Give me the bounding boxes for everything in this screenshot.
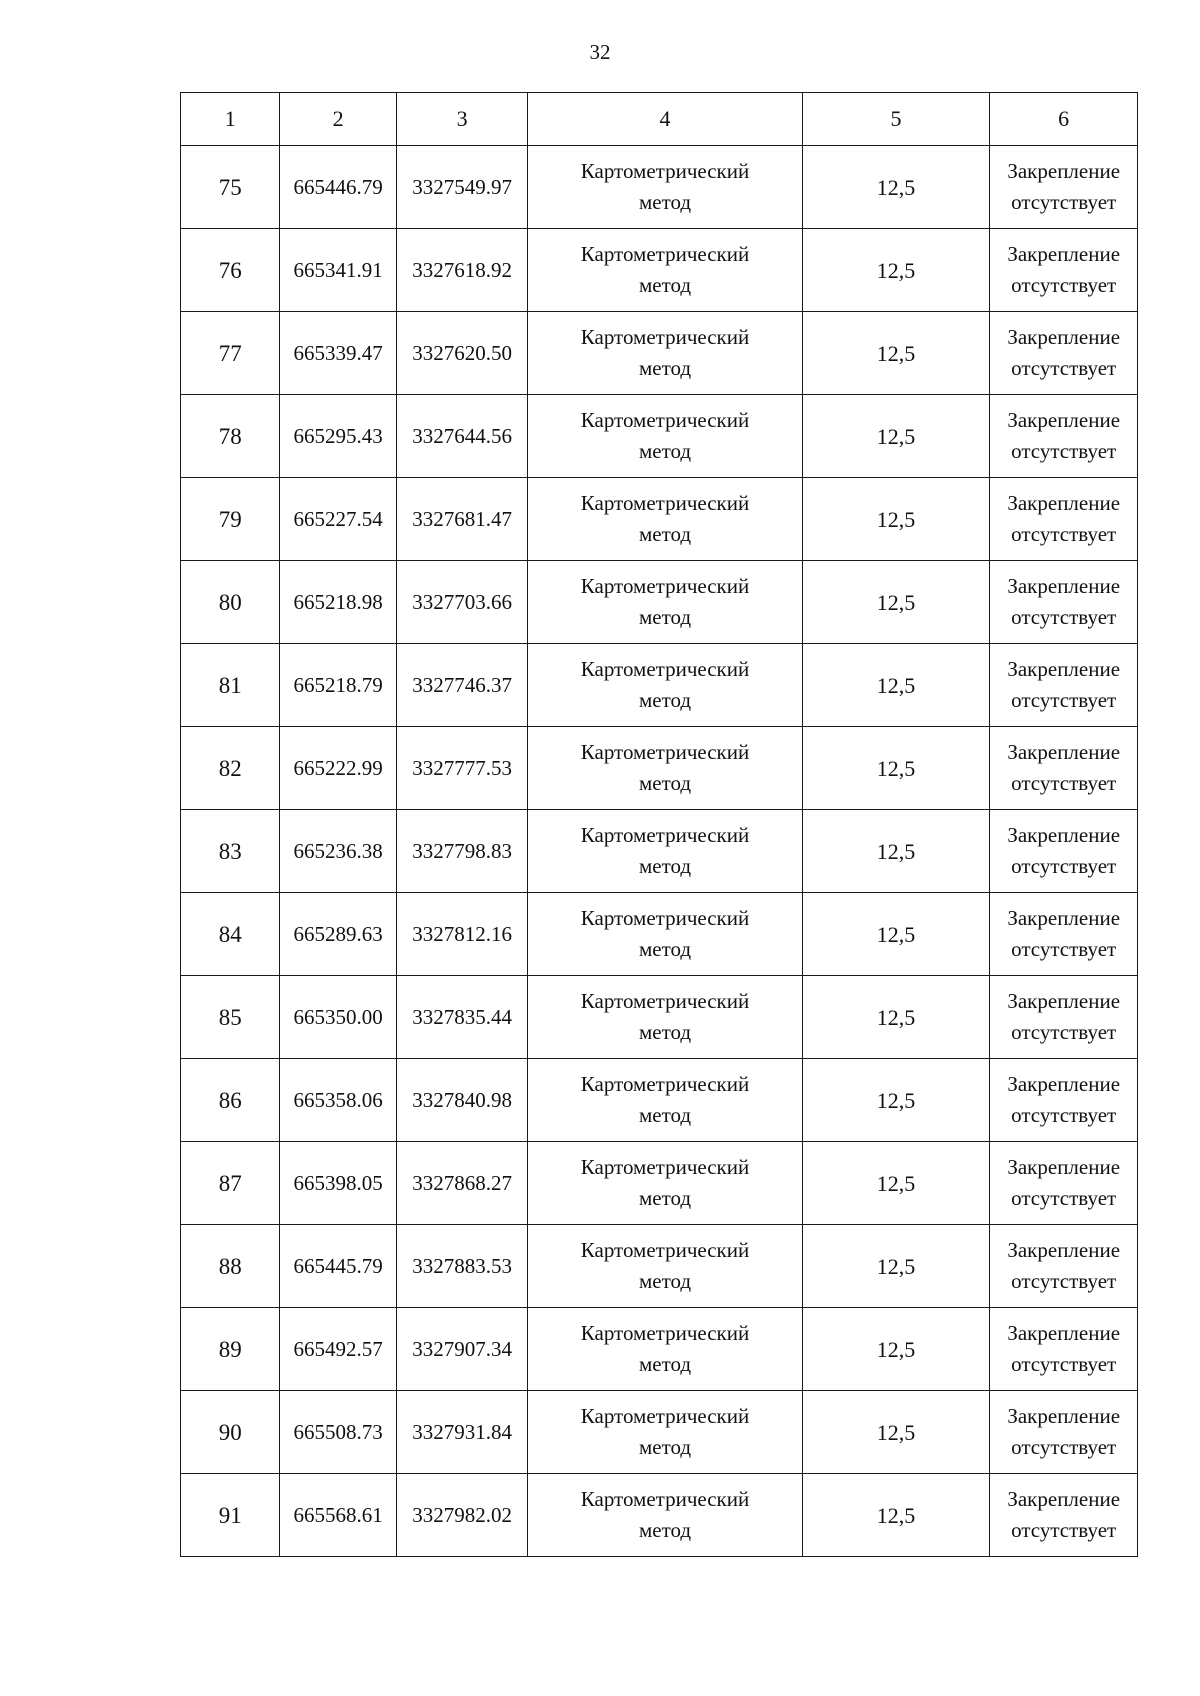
header-cell-2: 2: [280, 93, 396, 146]
fixing-cell-text: Закрепление: [1007, 159, 1121, 183]
method-cell-text: метод: [638, 439, 692, 463]
y-coordinate-cell-text: 3327746.37: [412, 672, 513, 697]
x-coordinate-cell-text: 665350.00: [293, 1004, 383, 1029]
point-number-cell-text: 80: [218, 589, 242, 615]
method-cell: [528, 478, 802, 561]
fixing-cell: [990, 976, 1138, 1059]
x-coordinate-cell-text: 665227.54: [293, 506, 383, 531]
table-row: [181, 893, 1138, 976]
fixing-cell: [990, 1225, 1138, 1308]
point-number-cell-text: 82: [218, 755, 242, 781]
accuracy-cell: [802, 644, 990, 727]
point-number-cell-text: 85: [218, 1004, 242, 1030]
fixing-cell: [990, 644, 1138, 727]
method-cell-text: метод: [638, 854, 692, 878]
accuracy-cell: [802, 727, 990, 810]
fixing-cell: [990, 893, 1138, 976]
method-cell-text: Картометрический: [580, 1072, 750, 1096]
table-row: [181, 146, 1138, 229]
accuracy-cell: [802, 146, 990, 229]
accuracy-cell: [802, 976, 990, 1059]
point-number-cell-text: 89: [218, 1336, 242, 1362]
x-coordinate-cell: [280, 312, 396, 395]
table-row: [181, 1391, 1138, 1474]
table-row: [181, 1474, 1138, 1557]
y-coordinate-cell: [396, 1308, 528, 1391]
fixing-cell-text: отсутствует: [1011, 1269, 1117, 1293]
fixing-cell: [990, 478, 1138, 561]
fixing-cell-text: отсутствует: [1011, 688, 1117, 712]
fixing-cell: [990, 312, 1138, 395]
accuracy-cell-text: 12,5: [876, 755, 916, 781]
accuracy-cell-text: 12,5: [876, 174, 916, 200]
point-number-cell-text: 75: [218, 174, 242, 200]
point-number-cell-text: 87: [218, 1170, 242, 1196]
method-cell: [528, 146, 802, 229]
method-cell: [528, 976, 802, 1059]
y-coordinate-cell: [396, 146, 528, 229]
y-coordinate-cell: [396, 1225, 528, 1308]
table-row: [181, 229, 1138, 312]
y-coordinate-cell: [396, 395, 528, 478]
fixing-cell: [990, 1391, 1138, 1474]
point-number-cell-text: 90: [218, 1419, 242, 1445]
fixing-cell-text: Закрепление: [1007, 491, 1121, 515]
table-row: [181, 1059, 1138, 1142]
point-number-cell: [181, 810, 280, 893]
coordinates-table: [180, 92, 1138, 1557]
accuracy-cell: [802, 312, 990, 395]
x-coordinate-cell-text: 665358.06: [293, 1087, 383, 1112]
method-cell-text: Картометрический: [580, 740, 750, 764]
method-cell-text: метод: [638, 1103, 692, 1127]
method-cell-text: Картометрический: [580, 574, 750, 598]
accuracy-cell-text: 12,5: [876, 423, 916, 449]
fixing-cell-text: отсутствует: [1011, 605, 1117, 629]
x-coordinate-cell-text: 665222.99: [293, 755, 383, 780]
accuracy-cell-text: 12,5: [876, 506, 916, 532]
header-cell-1: 1: [181, 93, 280, 146]
fixing-cell-text: отсутствует: [1011, 356, 1117, 380]
fixing-cell: [990, 146, 1138, 229]
fixing-cell-text: Закрепление: [1007, 1238, 1121, 1262]
table-row: [181, 1142, 1138, 1225]
x-coordinate-cell-text: 665218.79: [293, 672, 383, 697]
x-coordinate-cell: [280, 146, 396, 229]
x-coordinate-cell: [280, 810, 396, 893]
x-coordinate-cell: [280, 1059, 396, 1142]
fixing-cell-text: Закрепление: [1007, 823, 1121, 847]
y-coordinate-cell: [396, 727, 528, 810]
method-cell: [528, 1225, 802, 1308]
x-coordinate-cell: [280, 976, 396, 1059]
table-row: [181, 810, 1138, 893]
y-coordinate-cell: [396, 312, 528, 395]
point-number-cell-text: 77: [218, 340, 242, 366]
point-number-cell: [181, 229, 280, 312]
y-coordinate-cell-text: 3327883.53: [412, 1253, 513, 1278]
point-number-cell-text: 76: [218, 257, 242, 283]
table-row: [181, 561, 1138, 644]
fixing-cell-text: отсутствует: [1011, 439, 1117, 463]
fixing-cell-text: отсутствует: [1011, 771, 1117, 795]
method-cell-text: метод: [638, 1020, 692, 1044]
method-cell-text: метод: [638, 1518, 692, 1542]
point-number-cell: [181, 312, 280, 395]
method-cell: [528, 810, 802, 893]
x-coordinate-cell-text: 665289.63: [293, 921, 383, 946]
method-cell: [528, 1474, 802, 1557]
x-coordinate-cell: [280, 1391, 396, 1474]
point-number-cell-text: 83: [218, 838, 242, 864]
table-row: [181, 976, 1138, 1059]
x-coordinate-cell-text: 665446.79: [293, 174, 383, 199]
y-coordinate-cell: [396, 1059, 528, 1142]
method-cell-text: Картометрический: [580, 1404, 750, 1428]
header-cell-4: 4: [528, 93, 802, 146]
method-cell-text: метод: [638, 1352, 692, 1376]
method-cell-text: Картометрический: [580, 906, 750, 930]
y-coordinate-cell: [396, 893, 528, 976]
method-cell-text: Картометрический: [580, 325, 750, 349]
y-coordinate-cell: [396, 478, 528, 561]
point-number-cell: [181, 644, 280, 727]
accuracy-cell: [802, 1059, 990, 1142]
x-coordinate-cell: [280, 478, 396, 561]
header-cell-3: 3: [396, 93, 528, 146]
method-cell-text: Картометрический: [580, 1238, 750, 1262]
point-number-cell: [181, 976, 280, 1059]
accuracy-cell: [802, 1225, 990, 1308]
y-coordinate-cell: [396, 561, 528, 644]
x-coordinate-cell-text: 665445.79: [293, 1253, 383, 1278]
y-coordinate-cell-text: 3327840.98: [412, 1087, 513, 1112]
x-coordinate-cell: [280, 395, 396, 478]
method-cell-text: Картометрический: [580, 657, 750, 681]
y-coordinate-cell-text: 3327620.50: [412, 340, 513, 365]
fixing-cell-text: Закрепление: [1007, 1321, 1121, 1345]
method-cell-text: Картометрический: [580, 823, 750, 847]
method-cell-text: метод: [638, 190, 692, 214]
y-coordinate-cell-text: 3327618.92: [412, 257, 513, 282]
x-coordinate-cell: [280, 1474, 396, 1557]
point-number-cell: [181, 561, 280, 644]
method-cell-text: метод: [638, 356, 692, 380]
fixing-cell: [990, 810, 1138, 893]
fixing-cell-text: отсутствует: [1011, 1020, 1117, 1044]
fixing-cell-text: отсутствует: [1011, 273, 1117, 297]
x-coordinate-cell-text: 665568.61: [293, 1502, 383, 1527]
table-row: [181, 1308, 1138, 1391]
fixing-cell-text: отсутствует: [1011, 1186, 1117, 1210]
method-cell: [528, 312, 802, 395]
fixing-cell-text: Закрепление: [1007, 1155, 1121, 1179]
fixing-cell-text: Закрепление: [1007, 325, 1121, 349]
x-coordinate-cell-text: 665508.73: [293, 1419, 383, 1444]
fixing-cell-text: Закрепление: [1007, 989, 1121, 1013]
point-number-cell-text: 84: [218, 921, 242, 947]
fixing-cell-text: отсутствует: [1011, 1518, 1117, 1542]
fixing-cell-text: Закрепление: [1007, 408, 1121, 432]
accuracy-cell-text: 12,5: [876, 1087, 916, 1113]
table-row: [181, 312, 1138, 395]
point-number-cell: [181, 395, 280, 478]
fixing-cell-text: Закрепление: [1007, 574, 1121, 598]
y-coordinate-cell: [396, 1474, 528, 1557]
method-cell-text: метод: [638, 1186, 692, 1210]
point-number-cell: [181, 478, 280, 561]
accuracy-cell-text: 12,5: [876, 1004, 916, 1030]
y-coordinate-cell-text: 3327777.53: [412, 755, 513, 780]
method-cell: [528, 561, 802, 644]
y-coordinate-cell-text: 3327868.27: [412, 1170, 513, 1195]
table-row: [181, 1225, 1138, 1308]
point-number-cell: [181, 146, 280, 229]
point-number-cell: [181, 1142, 280, 1225]
x-coordinate-cell-text: 665236.38: [293, 838, 383, 863]
fixing-cell-text: Закрепление: [1007, 906, 1121, 930]
x-coordinate-cell: [280, 229, 396, 312]
method-cell: [528, 395, 802, 478]
accuracy-cell: [802, 1308, 990, 1391]
method-cell: [528, 1308, 802, 1391]
method-cell-text: метод: [638, 605, 692, 629]
method-cell: [528, 727, 802, 810]
point-number-cell: [181, 1225, 280, 1308]
method-cell: [528, 644, 802, 727]
method-cell-text: Картометрический: [580, 1487, 750, 1511]
table-row: [181, 478, 1138, 561]
fixing-cell: [990, 229, 1138, 312]
y-coordinate-cell-text: 3327907.34: [412, 1336, 513, 1361]
y-coordinate-cell-text: 3327644.56: [412, 423, 513, 448]
point-number-cell-text: 78: [218, 423, 242, 449]
fixing-cell-text: отсутствует: [1011, 1352, 1117, 1376]
fixing-cell: [990, 1474, 1138, 1557]
y-coordinate-cell-text: 3327681.47: [412, 506, 513, 531]
accuracy-cell-text: 12,5: [876, 340, 916, 366]
point-number-cell-text: 86: [218, 1087, 242, 1113]
point-number-cell: [181, 1474, 280, 1557]
x-coordinate-cell: [280, 644, 396, 727]
method-cell-text: метод: [638, 1435, 692, 1459]
fixing-cell-text: Закрепление: [1007, 657, 1121, 681]
y-coordinate-cell-text: 3327812.16: [412, 921, 513, 946]
table-row: [181, 727, 1138, 810]
method-cell: [528, 893, 802, 976]
x-coordinate-cell-text: 665339.47: [293, 340, 383, 365]
fixing-cell-text: отсутствует: [1011, 1435, 1117, 1459]
point-number-cell-text: 79: [218, 506, 242, 532]
method-cell-text: метод: [638, 1269, 692, 1293]
accuracy-cell: [802, 395, 990, 478]
header-cell-5: 5: [802, 93, 990, 146]
y-coordinate-cell-text: 3327703.66: [412, 589, 513, 614]
method-cell: [528, 1142, 802, 1225]
fixing-cell-text: отсутствует: [1011, 522, 1117, 546]
y-coordinate-cell: [396, 1142, 528, 1225]
x-coordinate-cell: [280, 727, 396, 810]
y-coordinate-cell: [396, 644, 528, 727]
x-coordinate-cell-text: 665492.57: [293, 1336, 383, 1361]
method-cell-text: метод: [638, 273, 692, 297]
fixing-cell-text: отсутствует: [1011, 1103, 1117, 1127]
method-cell-text: Картометрический: [580, 1321, 750, 1345]
method-cell-text: Картометрический: [580, 1155, 750, 1179]
method-cell-text: Картометрический: [580, 242, 750, 266]
table-row: [181, 395, 1138, 478]
accuracy-cell: [802, 1142, 990, 1225]
accuracy-cell: [802, 1474, 990, 1557]
point-number-cell: [181, 1059, 280, 1142]
method-cell-text: метод: [638, 522, 692, 546]
fixing-cell-text: отсутствует: [1011, 937, 1117, 961]
table-header: [181, 93, 1138, 146]
method-cell-text: метод: [638, 937, 692, 961]
method-cell: [528, 1059, 802, 1142]
accuracy-cell: [802, 810, 990, 893]
y-coordinate-cell: [396, 1391, 528, 1474]
point-number-cell: [181, 1308, 280, 1391]
point-number-cell: [181, 1391, 280, 1474]
fixing-cell-text: Закрепление: [1007, 740, 1121, 764]
fixing-cell-text: Закрепление: [1007, 242, 1121, 266]
accuracy-cell-text: 12,5: [876, 1336, 916, 1362]
y-coordinate-cell: [396, 976, 528, 1059]
point-number-cell: [181, 727, 280, 810]
accuracy-cell: [802, 1391, 990, 1474]
accuracy-cell: [802, 893, 990, 976]
table-row: [181, 644, 1138, 727]
y-coordinate-cell: [396, 229, 528, 312]
fixing-cell: [990, 395, 1138, 478]
y-coordinate-cell-text: 3327931.84: [412, 1419, 513, 1444]
y-coordinate-cell: [396, 810, 528, 893]
accuracy-cell: [802, 478, 990, 561]
point-number-cell-text: 88: [218, 1253, 242, 1279]
method-cell-text: Картометрический: [580, 491, 750, 515]
fixing-cell: [990, 727, 1138, 810]
x-coordinate-cell-text: 665341.91: [293, 257, 383, 282]
method-cell-text: Картометрический: [580, 989, 750, 1013]
header-cell-6: 6: [990, 93, 1138, 146]
y-coordinate-cell-text: 3327835.44: [412, 1004, 513, 1029]
fixing-cell-text: Закрепление: [1007, 1404, 1121, 1428]
method-cell: [528, 229, 802, 312]
accuracy-cell-text: 12,5: [876, 1419, 916, 1445]
method-cell-text: Картометрический: [580, 159, 750, 183]
fixing-cell-text: отсутствует: [1011, 854, 1117, 878]
accuracy-cell-text: 12,5: [876, 838, 916, 864]
header-row: [181, 93, 1138, 146]
fixing-cell: [990, 1308, 1138, 1391]
accuracy-cell-text: 12,5: [876, 257, 916, 283]
accuracy-cell-text: 12,5: [876, 1502, 916, 1528]
accuracy-cell-text: 12,5: [876, 1170, 916, 1196]
fixing-cell: [990, 561, 1138, 644]
x-coordinate-cell: [280, 1308, 396, 1391]
fixing-cell: [990, 1142, 1138, 1225]
x-coordinate-cell-text: 665295.43: [293, 423, 383, 448]
accuracy-cell: [802, 229, 990, 312]
fixing-cell-text: Закрепление: [1007, 1487, 1121, 1511]
x-coordinate-cell-text: 665398.05: [293, 1170, 383, 1195]
x-coordinate-cell: [280, 561, 396, 644]
table-body: [181, 146, 1138, 1557]
fixing-cell: [990, 1059, 1138, 1142]
x-coordinate-cell-text: 665218.98: [293, 589, 383, 614]
method-cell-text: метод: [638, 688, 692, 712]
x-coordinate-cell: [280, 893, 396, 976]
fixing-cell-text: Закрепление: [1007, 1072, 1121, 1096]
x-coordinate-cell: [280, 1225, 396, 1308]
method-cell-text: метод: [638, 771, 692, 795]
point-number-cell-text: 91: [218, 1502, 242, 1528]
method-cell: [528, 1391, 802, 1474]
fixing-cell-text: отсутствует: [1011, 190, 1117, 214]
point-number-cell-text: 81: [218, 672, 242, 698]
y-coordinate-cell-text: 3327798.83: [412, 838, 513, 863]
y-coordinate-cell-text: 3327982.02: [412, 1502, 513, 1527]
y-coordinate-cell-text: 3327549.97: [412, 174, 513, 199]
accuracy-cell-text: 12,5: [876, 672, 916, 698]
accuracy-cell: [802, 561, 990, 644]
point-number-cell: [181, 893, 280, 976]
accuracy-cell-text: 12,5: [876, 921, 916, 947]
page-number: 32: [589, 40, 611, 64]
x-coordinate-cell: [280, 1142, 396, 1225]
method-cell-text: Картометрический: [580, 408, 750, 432]
accuracy-cell-text: 12,5: [876, 1253, 916, 1279]
accuracy-cell-text: 12,5: [876, 589, 916, 615]
